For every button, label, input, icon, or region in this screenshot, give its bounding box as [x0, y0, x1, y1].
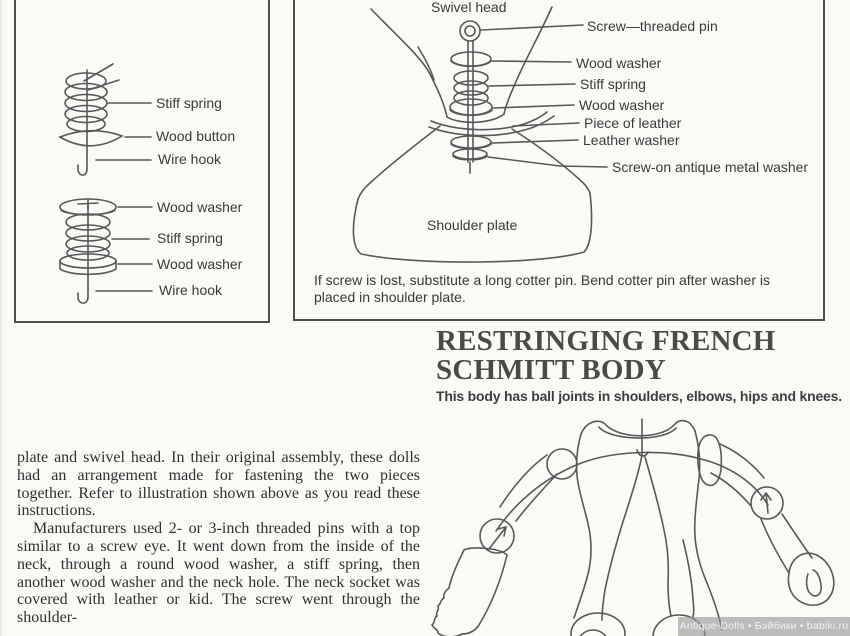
stringing-parts-diagram-box	[14, 0, 270, 323]
diagram-label: Wood washer	[157, 199, 243, 215]
section-subheading: This body has ball joints in shoulders, elbows, hips and knees.	[436, 388, 842, 404]
diagram-label: Wood washer	[576, 55, 662, 71]
diagram-label: Stiff spring	[156, 95, 222, 111]
diagram-label: Shoulder plate	[427, 217, 518, 233]
diagram-label: Wire hook	[158, 151, 222, 167]
section-heading: RESTRINGING FRENCH SCHMITT BODY	[436, 325, 776, 386]
schmitt-body-drawing	[432, 419, 834, 636]
diagram-label: Piece of leather	[584, 115, 682, 131]
diagram-label: Wood button	[156, 128, 236, 144]
diagram-label: Screw—threaded pin	[587, 18, 718, 34]
diagram-label: Swivel head	[431, 0, 507, 15]
diagram-label: Wood washer	[157, 256, 243, 272]
diagram-label: Stiff spring	[580, 76, 646, 92]
diagram-label: Screw-on antique metal washer	[612, 159, 809, 175]
diagram-caption: If screw is lost, substitute a long cotter pin. Bend cotter pin after washer is placed in shoulder plate.	[314, 272, 770, 305]
body-paragraph: Manufacturers used 2- or 3-inch threaded pins with a top similar to a screw eye. It went down from the inside of the neck, through a round wood washer, a stiff spring, then another wood washer and the neck hole. The neck socket was covered with leather or kid. The screw went through the shoulder-	[17, 520, 420, 627]
body-paragraph: plate and swivel head. In their original assembly, these dolls had an arrangement made for fastening the two pieces together. Refer to illustration shown above as you read these instructions.	[17, 449, 420, 520]
diagram-label: Wire hook	[159, 282, 223, 298]
body-text-column	[17, 449, 420, 627]
watermark: Antique-Dolls • Бэйбики • babiki.ru	[678, 617, 850, 636]
diagram-label: Leather washer	[583, 132, 680, 148]
scan-edge-shadow	[0, 0, 3, 636]
diagram-label: Stiff spring	[157, 230, 223, 246]
diagram-label: Wood washer	[579, 97, 665, 113]
